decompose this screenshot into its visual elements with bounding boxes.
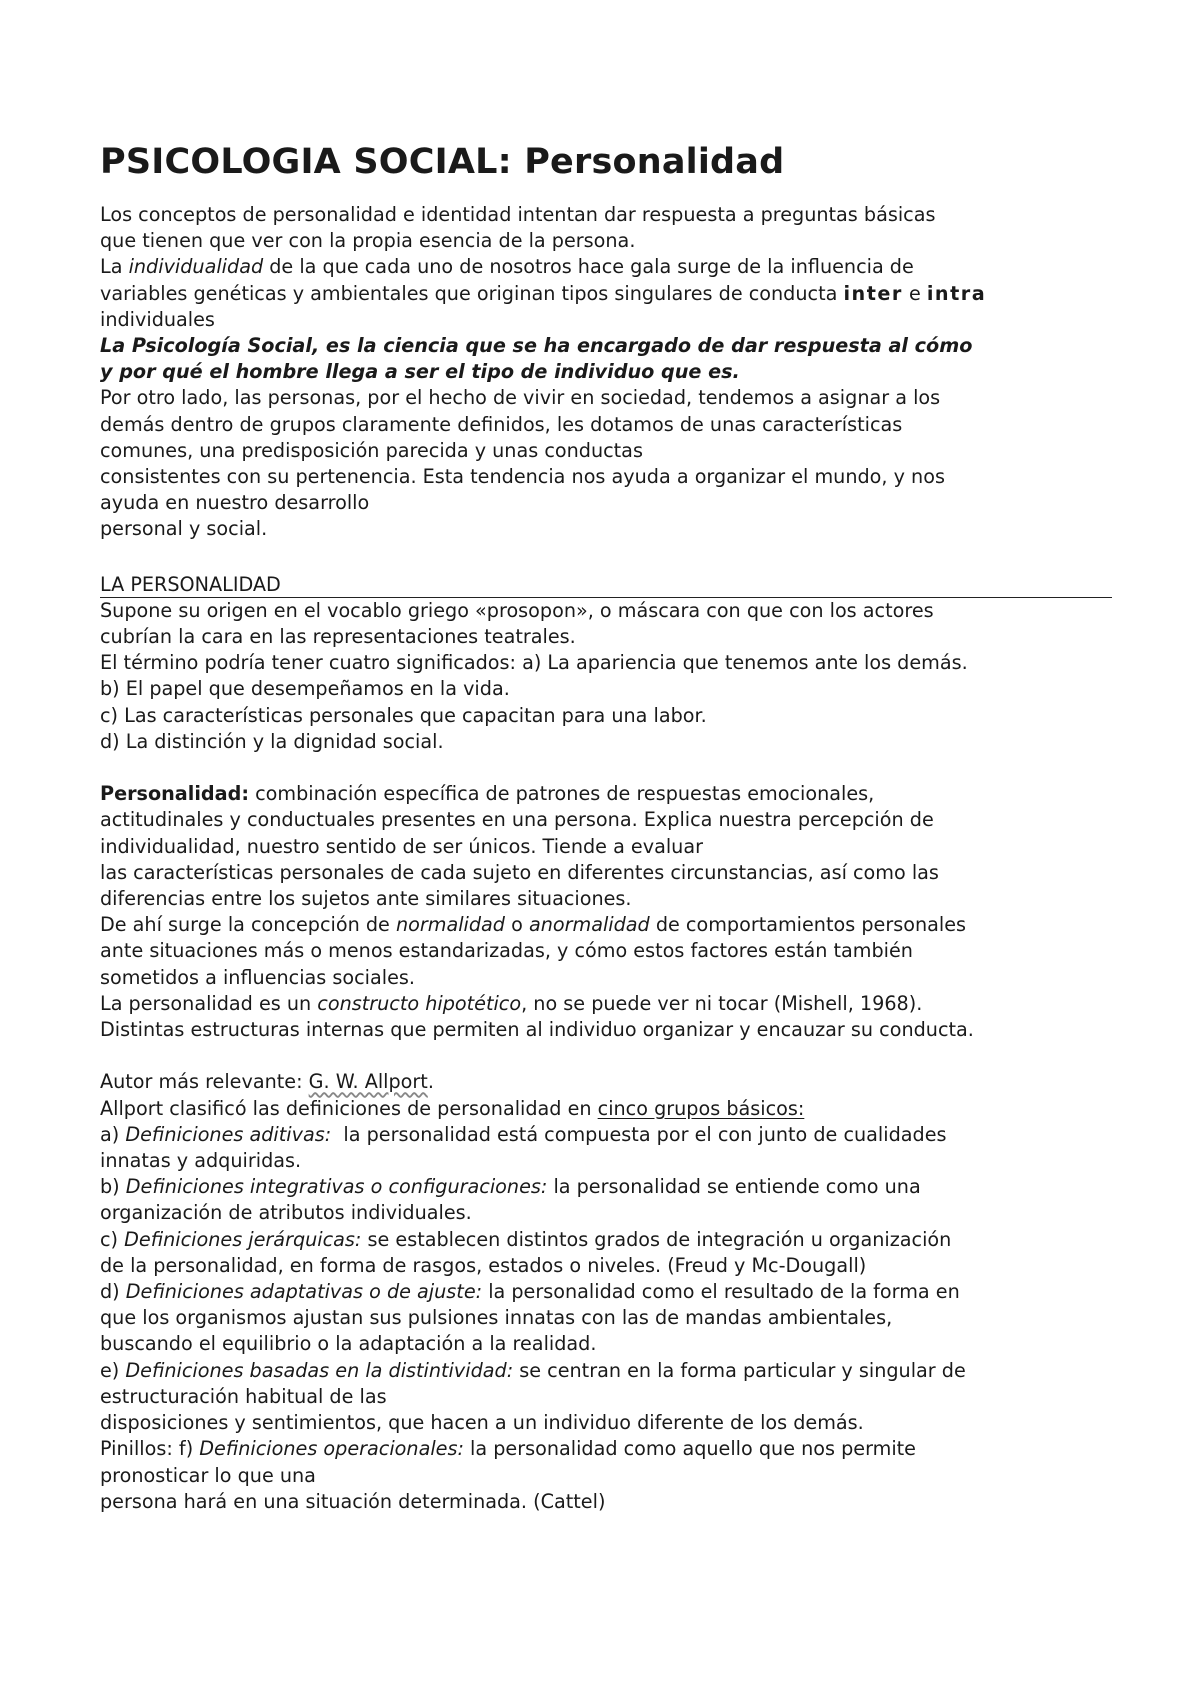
paragraph-line: ayuda en nuestro desarrollo <box>100 491 370 515</box>
text-run: d) <box>100 1280 126 1304</box>
text-run: o <box>505 913 529 937</box>
highlighted-statement: y por qué el hombre llega a ser el tipo de individuo que es. <box>100 360 740 384</box>
underlined-phrase: cinco grupos básicos: <box>597 1096 805 1120</box>
text-run: c) <box>100 1227 125 1251</box>
paragraph-line: El término podría tener cuatro significados: a) La apariencia que tenemos ante los demás. <box>100 651 968 675</box>
text-run: b) <box>100 1175 126 1199</box>
list-item-continuation: de la personalidad, en forma de rasgos, estados o niveles. (Freud y Mc-Dougall) <box>100 1253 867 1277</box>
paragraph-line: cubrían la cara en las representaciones teatrales. <box>100 625 576 649</box>
list-item-continuation: que los organismos ajustan sus pulsiones innatas con las de mandas ambientales, <box>100 1306 893 1330</box>
text-run: , no se puede ver ni tocar (Mishell, 1968). <box>521 991 923 1015</box>
spacer <box>100 1043 1120 1069</box>
intro-section <box>100 202 1120 543</box>
text-run: Pinillos: f) <box>100 1437 200 1461</box>
text-run: se centran en la forma particular y singular de <box>513 1358 966 1382</box>
text-run: a) <box>100 1122 126 1146</box>
list-item-continuation: pronosticar lo que una <box>100 1463 316 1487</box>
list-item-continuation: estructuración habitual de las <box>100 1384 387 1408</box>
paragraph-line: Los conceptos de personalidad e identidad intentan dar respuesta a preguntas básicas <box>100 203 936 226</box>
paragraph-line: actitudinales y conductuales presentes en una persona. Explica nuestra percepción de <box>100 808 934 832</box>
paragraph-line: ante situaciones más o menos estandarizadas, y cómo estos factores están también <box>100 939 913 963</box>
author-name: G. W. Allport <box>308 1070 428 1094</box>
list-item <box>100 1122 1120 1148</box>
list-item <box>100 1358 1120 1384</box>
paragraph-line: que tienen que ver con la propia esencia de la persona. <box>100 229 636 253</box>
text-run: variables genéticas y ambientales que originan tipos singulares de conducta <box>100 281 844 305</box>
paragraph-line: Por otro lado, las personas, por el hecho de vivir en sociedad, tendemos a asignar a los <box>100 386 941 410</box>
list-item: b) El papel que desempeñamos en la vida. <box>100 677 510 701</box>
definition-type: Definiciones adaptativas o de ajuste: <box>125 1280 483 1304</box>
text-run: Autor más relevante: <box>100 1070 309 1094</box>
spacer <box>100 543 1120 569</box>
personalidad-section <box>100 573 1120 755</box>
allport-section <box>100 1069 1120 1514</box>
text-run: se establecen distintos grados de integración u organización <box>361 1227 952 1251</box>
emphasis-normalidad: normalidad <box>395 913 505 937</box>
text-run: la personalidad como aquello que nos permite <box>463 1437 916 1461</box>
definition-term: Personalidad: <box>100 782 249 806</box>
text-run: La <box>100 255 129 279</box>
paragraph-line: sometidos a influencias sociales. <box>100 965 416 989</box>
list-item-continuation: organización de atributos individuales. <box>100 1201 472 1225</box>
paragraph-line <box>100 912 1120 938</box>
list-item <box>100 1436 1120 1462</box>
list-item: d) La distinción y la dignidad social. <box>100 729 444 753</box>
definition-type: Definiciones integrativas o configuraciones: <box>125 1175 548 1199</box>
text-run: . <box>427 1070 434 1094</box>
paragraph-line <box>100 281 1120 307</box>
list-item <box>100 1227 1120 1253</box>
text-run: combinación específica de patrones de respuestas emocionales, <box>249 782 875 806</box>
text-run: la personalidad está compuesta por el con junto de cualidades <box>331 1122 947 1146</box>
section-heading: LA PERSONALIDAD <box>100 573 1112 598</box>
paragraph-line: individualidad, nuestro sentido de ser únicos. Tiende a evaluar <box>100 834 703 858</box>
text-run: La personalidad es un <box>100 991 318 1015</box>
emphasis-anormalidad: anormalidad <box>528 913 650 937</box>
text-run: de la que cada uno de nosotros hace gala surge de la influencia de <box>263 255 914 279</box>
paragraph-line <box>100 1069 1120 1095</box>
paragraph-line: diferencias entre los sujetos ante similares situaciones. <box>100 887 632 911</box>
definition-type: Definiciones jerárquicas: <box>124 1227 362 1251</box>
paragraph-line <box>100 1096 1120 1122</box>
bold-inter: inter <box>843 281 903 305</box>
list-item <box>100 1279 1120 1305</box>
paragraph-line: consistentes con su pertenencia. Esta tendencia nos ayuda a organizar el mundo, y nos <box>100 465 945 489</box>
definition-type: Definiciones basadas en la distintividad: <box>125 1358 514 1382</box>
bold-intra: intra <box>926 281 987 305</box>
paragraph-line <box>100 781 1120 807</box>
emphasis-individualidad: individualidad <box>128 255 264 279</box>
paragraph-line: las características personales de cada sujeto en diferentes circunstancias, así como las <box>100 860 939 884</box>
definition-type: Definiciones operacionales: <box>199 1437 464 1461</box>
list-item: c) Las características personales que capacitan para una labor. <box>100 703 707 727</box>
text-run: la personalidad se entiende como una <box>547 1175 921 1199</box>
list-item-continuation: persona hará en una situación determinada. (Cattel) <box>100 1489 606 1513</box>
emphasis-constructo: constructo hipotético <box>317 991 522 1015</box>
paragraph-line: personal y social. <box>100 517 268 541</box>
document-body <box>100 140 1120 1515</box>
page-title: PSICOLOGIA SOCIAL: Personalidad <box>100 142 785 182</box>
list-item-continuation: innatas y adquiridas. <box>100 1149 302 1173</box>
highlighted-statement: La Psicología Social, es la ciencia que se ha encargado de dar respuesta al cómo <box>100 334 973 358</box>
text-run: De ahí surge la concepción de <box>100 913 396 937</box>
paragraph-line: individuales <box>100 307 215 331</box>
paragraph-line <box>100 254 1120 280</box>
paragraph-line: Supone su origen en el vocablo griego «prosopon», o máscara con que con los actores <box>100 598 934 622</box>
spacer <box>100 755 1120 781</box>
definition-section <box>100 781 1120 1043</box>
list-item <box>100 1174 1120 1200</box>
list-item-continuation: disposiciones y sentimientos, que hacen a un individuo diferente de los demás. <box>100 1411 864 1435</box>
text-run: e) <box>100 1358 126 1382</box>
paragraph-line: demás dentro de grupos claramente definidos, les dotamos de unas características <box>100 412 903 436</box>
paragraph-line: Distintas estructuras internas que permiten al individuo organizar y encauzar su conducta. <box>100 1018 974 1042</box>
text-run: de comportamientos personales <box>649 913 966 937</box>
text-run: e <box>902 281 927 305</box>
text-run: Allport clasificó las definiciones de personalidad en <box>100 1096 598 1120</box>
paragraph-line <box>100 991 1120 1017</box>
definition-type: Definiciones aditivas: <box>125 1122 332 1146</box>
paragraph-line: comunes, una predisposición parecida y unas conductas <box>100 438 643 462</box>
text-run: la personalidad como el resultado de la forma en <box>482 1280 960 1304</box>
list-item-continuation: buscando el equilibrio o la adaptación a la realidad. <box>100 1332 597 1356</box>
